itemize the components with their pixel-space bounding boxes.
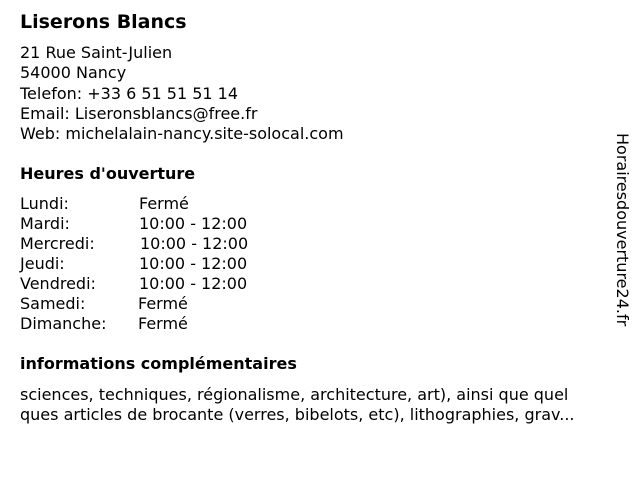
hours-time: 10:00 - 12:00 [139, 274, 248, 293]
email-address: Email: Liseronsblancs@free.fr [20, 104, 258, 123]
hours-day: Dimanche: [20, 314, 107, 333]
phone-number: Telefon: +33 6 51 51 51 14 [20, 84, 239, 103]
address-street: 21 Rue Saint-Julien [20, 43, 173, 62]
additional-info-heading: informations complémentaires [20, 354, 297, 373]
hours-day: Jeudi: [20, 254, 65, 273]
hours-day: Samedi: [20, 294, 86, 313]
additional-info-line: sciences, techniques, régionalisme, architecture, art), ainsi que quel [20, 385, 569, 404]
business-name: Liserons Blancs [20, 11, 187, 33]
site-brand-text: Horairesdouverture24.fr [613, 133, 632, 327]
hours-day: Mardi: [20, 214, 70, 233]
hours-time: 10:00 - 12:00 [139, 254, 248, 273]
website-address: Web: michelalain-nancy.site-solocal.com [20, 124, 344, 143]
hours-time: Fermé [139, 194, 189, 213]
additional-info-line: ques articles de brocante (verres, bibelots, etc), lithographies, grav... [20, 405, 575, 424]
hours-time: Fermé [138, 314, 188, 333]
hours-day: Mercredi: [20, 234, 95, 253]
hours-day: Vendredi: [20, 274, 96, 293]
site-brand-watermark [613, 133, 633, 371]
address-city: 54000 Nancy [20, 63, 127, 82]
hours-time: Fermé [138, 294, 188, 313]
hours-time: 10:00 - 12:00 [140, 234, 249, 253]
hours-day: Lundi: [20, 194, 69, 213]
opening-hours-heading: Heures d'ouverture [20, 164, 196, 183]
hours-time: 10:00 - 12:00 [139, 214, 248, 233]
